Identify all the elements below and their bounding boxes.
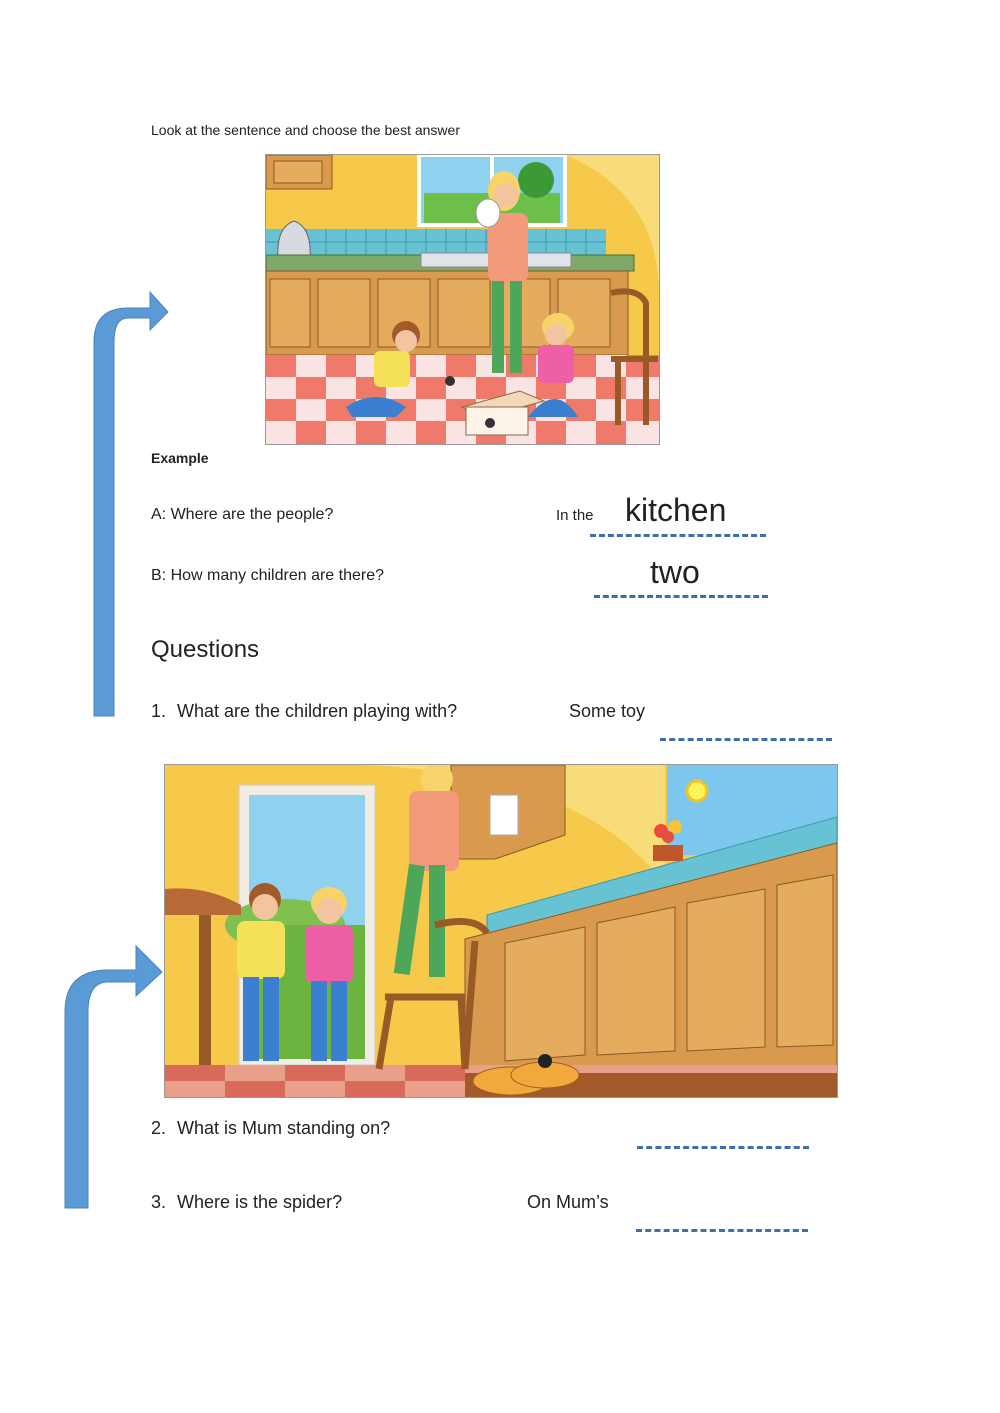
instruction-text: Look at the sentence and choose the best answer (151, 122, 460, 138)
answer-line-b (594, 595, 768, 598)
question-3-prefix: On Mum’s (527, 1192, 609, 1212)
answer-line-2 (637, 1146, 809, 1149)
question-1-answer-field[interactable] (660, 712, 836, 738)
question-2-answer-field[interactable] (637, 1120, 813, 1146)
kitchen-scene-2 (164, 764, 838, 1098)
question-1-prefix: Some toy (569, 701, 646, 721)
curved-arrow-icon (62, 942, 166, 1210)
example-answer-a: kitchen (625, 492, 727, 528)
example-answer-b: two (650, 554, 700, 590)
example-prefix-a: In the (556, 507, 594, 524)
question-2-text: What is Mum standing on? (177, 1118, 391, 1138)
question-3-text: Where is the spider? (177, 1192, 343, 1212)
question-1-text: What are the children playing with? (177, 701, 458, 721)
question-3-number: 3. (151, 1192, 167, 1212)
kitchen-scene-1 (265, 154, 660, 445)
question-3-answer-field[interactable] (636, 1203, 812, 1229)
example-heading: Example (151, 450, 209, 466)
question-2-number: 2. (151, 1118, 167, 1138)
example-question-a: A: Where are the people? (151, 506, 334, 523)
answer-line-a (590, 534, 766, 537)
answer-line-3 (636, 1229, 808, 1232)
question-1-number: 1. (151, 701, 167, 721)
example-question-b: B: How many children are there? (151, 567, 384, 584)
answer-line-1 (660, 738, 832, 741)
questions-heading: Questions (151, 636, 260, 663)
